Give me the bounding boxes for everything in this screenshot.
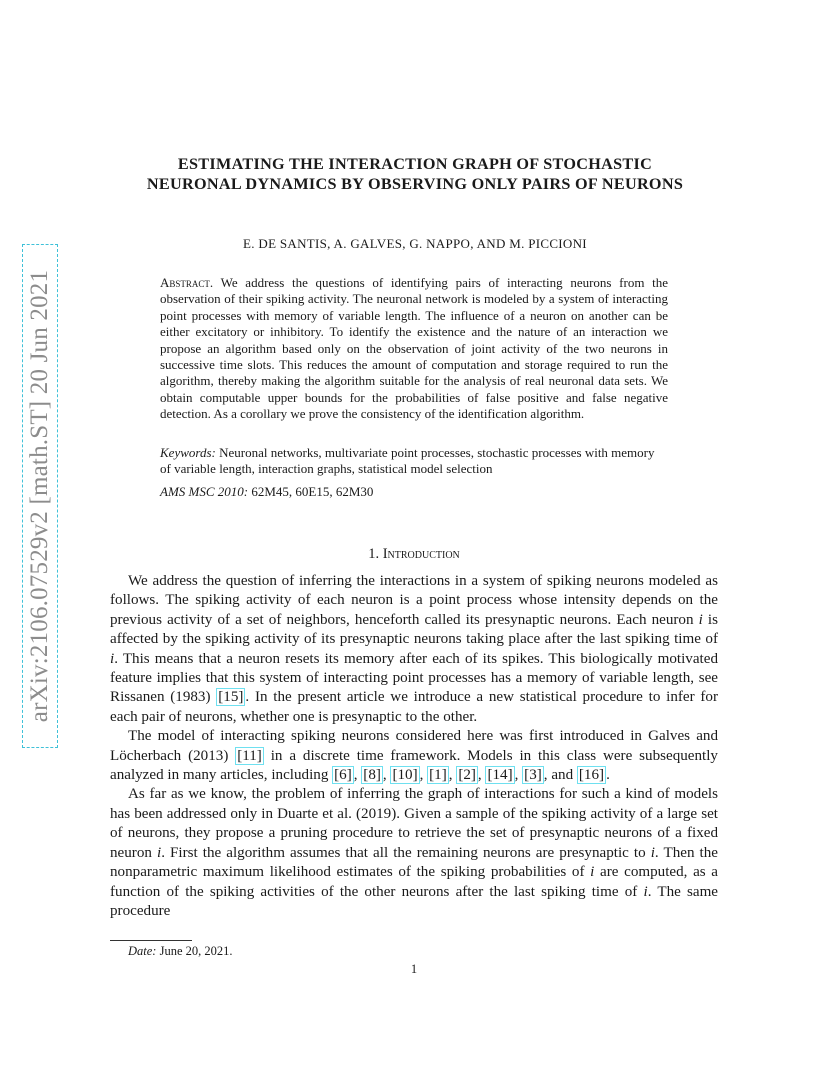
citation-link[interactable]: [2] [458,767,476,784]
text-run: . [606,767,610,784]
math-symbol: i [110,650,115,667]
msc-classification [160,484,668,500]
body-text [110,572,718,921]
text-run: We address the question of inferring the interactions in a system of spiking neurons modeled as follows. The spiking activity of each neuron is a point process whose intensity depends on the previous activity of a set of neighbors, henceforth called its presynaptic neurons. Each neuron [110,573,718,628]
citation-link[interactable]: [16] [578,767,605,784]
author-list: E. DE SANTIS, A. GALVES, G. NAPPO, AND M. PICCIONI [243,236,587,251]
arxiv-stamp[interactable] [22,244,58,748]
keywords [160,445,668,478]
math-symbol: i [650,844,655,861]
citation-link[interactable]: [8] [363,767,381,784]
section-heading: 1. Introduction [368,546,460,562]
keywords-text: Neuronal networks, multivariate point processes, stochastic processes with memory of variable length, interaction graphs, statistical model selection [160,445,655,477]
text-run: are computed, as a function of the spiking activities of the other neurons after the last spiking time of [110,864,718,900]
text-run: is affected by the spiking activity of its presynaptic neurons taking place after the last spiking time of [110,611,718,648]
text-run: . First the algorithm assumes that all the remaining neurons are presynaptic to [161,844,651,861]
paragraph-3 [110,785,718,921]
keywords-label: Keywords: [160,445,216,460]
abstract-text: We address the questions of identifying pairs of interacting neurons from the observation of their spiking activity. The neuronal network is modeled by a system of interacting point processes with memory of variable length. The influence of a neuron on another can be either excitatory or inhibitory. To identify the existence and the nature of an interaction we propose an algorithm based only on the observation of joint activity of the two neurons in successive time slots. This reduces the amount of computation and storage required to run the algorithm, thereby making the algorithm suitable for the analysis of real neuronal data sets. We obtain computable upper bounds for the probabilities of false positive and false negative detection. As a corollary we prove the consistency of the identification algorithm. [160,275,668,422]
footnote [128,944,233,959]
citation-link[interactable]: [11] [237,747,262,764]
paper-title: ESTIMATING THE INTERACTION GRAPH OF STOCHASTIC NEURONAL DYNAMICS BY OBSERVING ONLY PAIRS OF NEURONS [146,155,684,193]
citation-link[interactable]: [6] [334,767,352,784]
paragraph-1 [110,572,718,727]
footnote-rule [110,940,192,941]
text-run: . Then the nonparametric maximum likelihood estimates of the spiking probabilities of [110,844,718,881]
page-number: 1 [410,962,418,976]
text-run: As far as we know, the problem of inferring the graph of interactions for such a kind of models has been addressed only in Duarte et al. (2019). Given a sample of the spiking activity of a large set of neurons, they propose a pruning procedure to retrieve the set of presynaptic neurons of a fixed neuron [110,786,718,861]
abstract [160,275,668,423]
text-run: in a discrete time framework. Models in this class were subsequently analyzed in many articles, including [110,747,718,784]
math-symbol: i [698,611,703,628]
text-run: . In the present article we introduce a new statistical procedure to infer for each pair of neurons, whether one is presynaptic to the other. [110,689,718,725]
abstract-heading: Abstract. [160,275,214,290]
footnote-label: Date: [128,944,157,958]
citation-link[interactable]: [10] [392,767,418,784]
math-symbol: i [590,864,595,881]
citation-link[interactable]: [15] [218,689,244,706]
footnote-text: June 20, 2021. [159,944,233,958]
citation-link[interactable]: [3] [524,767,542,784]
math-symbol: i [643,883,648,900]
text-run: . This means that a neuron resets its memory after each of its spikes. This biologically motivated feature implies that this system of interacting point processes has a memory of variable length, see Rissanen (1983) [110,650,718,706]
text-run: . The same procedure [110,883,719,919]
citation-link[interactable]: [14] [487,767,513,784]
citation-link[interactable]: [1] [429,767,447,784]
msc-text: 62M45, 60E15, 62M30 [251,484,374,499]
arxiv-id-label: arXiv:2106.07529v2 [math.ST] 20 Jun 2021 [26,269,53,723]
text-run: The model of interacting spiking neurons considered here was first introduced in Galves and Löcherbach (2013) [110,728,718,764]
math-symbol: i [156,844,162,861]
paragraph-2: The model of interacting spiking neurons considered here was first introduced in Galves and Löcherbach (2013) [11] in a discrete time framework. Models in this class were subsequently analyzed in many articles, including [6] , [8] , [10] , [1] , [2] , [14] , [3] , and [16] . [110,728,718,784]
msc-label: AMS MSC 2010: [160,484,249,499]
